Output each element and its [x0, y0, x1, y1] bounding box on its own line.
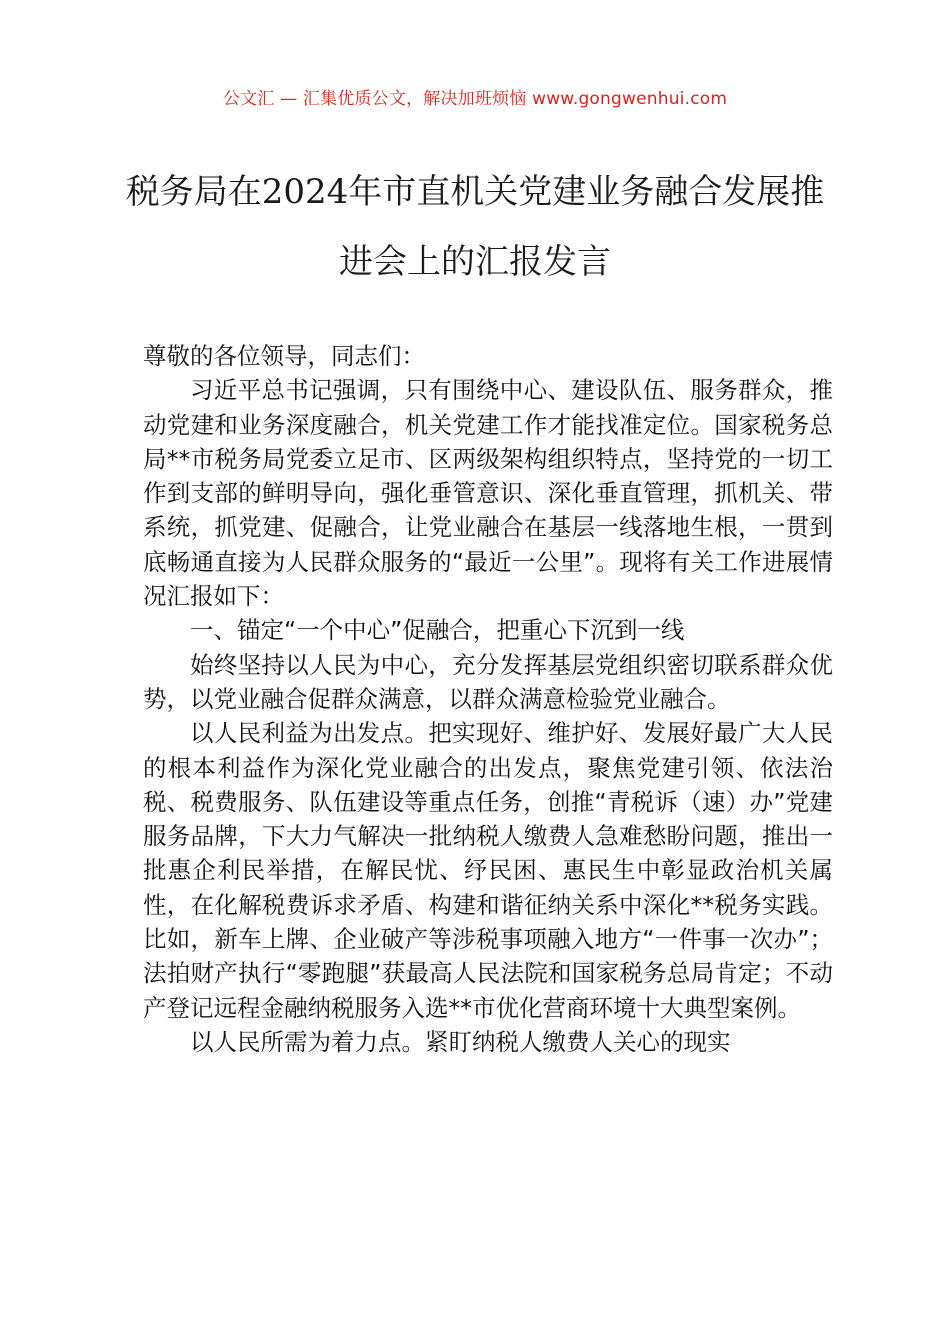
paragraph-people-needs: 以人民所需为着力点。紧盯纳税人缴费人关心的现实: [190, 1027, 731, 1056]
document-title: 税务局在2024年市直机关党建业务融合发展推进会上的汇报发言: [125, 172, 825, 282]
document-body: [143, 339, 833, 1059]
paragraph-intro: 习近平总书记强调，只有围绕中心、建设队伍、服务群众，推动党建和业务深度融合，机关党建工作才能找准定位。国家税务总局**市税务局党委立足市、区两级架构组织特点，坚持党的一切工作到支部的鲜明导向，强化垂管意识、深化垂直管理，抓机关、带系统，抓党建、促融合，让党业融合在基层一线落地生根，一贯到底畅通直接为人民群众服务的“最近一公里”。现将有关工作进展情况汇报如下：: [143, 376, 833, 611]
paragraph-people-interest: 以人民利益为出发点。把实现好、维护好、发展好最广大人民的根本利益作为深化党业融合的出发点，聚焦党建引领、依法治税、税费服务、队伍建设等重点任务，创推“青税诉（速）办”党建服务品牌，下大力气解决一批纳税人缴费人急难愁盼问题，推出一批惠企利民举措，在解民忧、纾民困、惠民生中彰显政治机关属性，在化解税费诉求矛盾、构建和谐征纳关系中深化**税务实践。比如，新车上牌、企业破产等涉税事项融入地方“一件事一次办”；法拍财产执行“零跑腿”获最高人民法院和国家税务总局肯定；不动产登记远程金融纳税服务入选**市优化营商环境十大典型案例。: [143, 719, 833, 1022]
section-heading-1: 一、锚定“一个中心”促融合，把重心下沉到一线: [190, 616, 685, 645]
salutation: 尊敬的各位领导，同志们：: [143, 342, 425, 370]
header-banner: 公文汇 — 汇集优质公文，解决加班烦恼 www.gongwenhui.com: [222, 89, 728, 109]
paragraph-section-1-summary: 始终坚持以人民为中心，充分发挥基层党组织密切联系群众优势，以党业融合促群众满意，以群众满意检验党业融合。: [143, 650, 833, 713]
